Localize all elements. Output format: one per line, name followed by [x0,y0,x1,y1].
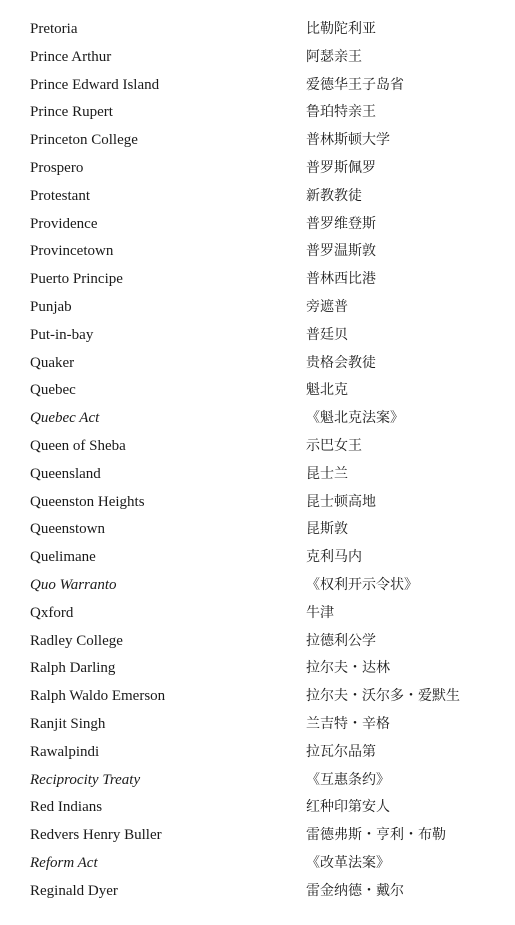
glossary-row [0,294,515,322]
glossary-row [0,489,515,517]
chinese-term: 比勒陀利亚 [306,21,376,37]
glossary-row [0,155,515,183]
chinese-term: 昆士兰 [306,465,348,482]
english-term: Providence [30,215,98,232]
chinese-term: 兰吉特・辛格 [306,715,390,732]
english-term: Queenstown [30,521,105,538]
glossary-row [0,794,515,822]
chinese-term: 雷金纳德・戴尔 [306,882,404,899]
chinese-term: 普林斯顿大学 [306,132,390,149]
glossary-row [0,238,515,266]
chinese-term: 昆斯敦 [306,521,348,538]
english-term: Rawalpindi [30,743,100,760]
english-term: Quelimane [30,549,96,566]
glossary-row [0,16,515,44]
english-term: Put-in-bay [30,326,94,343]
english-term: Reform Act [30,854,98,871]
glossary-row [0,683,515,711]
chinese-term: 《魁北克法案》 [306,410,404,427]
chinese-term: 鲁珀特亲王 [306,104,376,121]
glossary-row [0,183,515,211]
english-term: Prince Arthur [30,48,112,65]
english-term: Queen of Sheba [30,437,126,454]
glossary-row [0,377,515,405]
glossary-row [0,127,515,155]
glossary-row [0,350,515,378]
glossary-row [0,266,515,294]
glossary-row [0,544,515,572]
english-term: Queensland [30,465,101,482]
chinese-term: 新教教徒 [306,187,362,204]
chinese-term: 普罗维登斯 [306,215,376,232]
chinese-term: 《互惠条约》 [306,771,390,788]
glossary-row [0,711,515,739]
chinese-term: 贵格会教徒 [306,354,376,371]
english-term: Provincetown [30,243,114,260]
chinese-term: 普廷贝 [306,326,348,343]
chinese-term: 克利马内 [306,549,362,566]
english-term: Prospero [30,159,84,176]
chinese-term: 雷德弗斯・亨利・布勒 [306,827,446,844]
glossary-row [0,405,515,433]
glossary-row [0,72,515,100]
chinese-term: 魁北克 [306,382,348,399]
chinese-term: 拉瓦尔品第 [306,743,376,760]
english-term: Ralph Waldo Emerson [30,688,166,705]
glossary-row [0,767,515,795]
glossary-row [0,655,515,683]
english-term: Pretoria [30,21,78,37]
chinese-term: 《改革法案》 [306,854,390,871]
english-term: Radley College [30,632,123,649]
english-term: Quaker [30,354,75,371]
chinese-term: 昆士顿高地 [306,493,376,510]
chinese-term: 普罗斯佩罗 [306,159,376,176]
glossary-row [0,516,515,544]
chinese-term: 拉尔夫・达林 [306,660,390,677]
glossary-row [0,44,515,72]
glossary-row [0,322,515,350]
glossary-row [0,99,515,127]
glossary-row [0,878,515,906]
english-term: Quebec [30,382,76,399]
english-term: Prince Rupert [30,104,113,121]
english-term: Punjab [30,298,72,315]
glossary-row [0,461,515,489]
chinese-term: 《权利开示令状》 [306,576,418,593]
chinese-term: 红种印第安人 [306,799,390,816]
english-term: Reciprocity Treaty [30,771,141,788]
english-term: Protestant [30,187,90,204]
glossary-list [0,16,515,906]
chinese-term: 示巴女王 [306,437,362,454]
glossary-row [0,822,515,850]
english-term: Qxford [30,604,74,621]
english-term: Reginald Dyer [30,882,118,899]
english-term: Redvers Henry Buller [30,827,162,844]
glossary-row [0,628,515,656]
english-term: Prince Edward Island [30,76,160,93]
chinese-term: 普林西比港 [306,271,376,288]
chinese-term: 普罗温斯敦 [306,243,376,260]
chinese-term: 拉德利公学 [306,632,376,649]
glossary-row [0,739,515,767]
english-term: Red Indians [30,799,103,816]
glossary-row [0,211,515,239]
chinese-term: 旁遮普 [306,298,348,315]
english-term: Puerto Principe [30,271,123,288]
chinese-term: 阿瑟亲王 [306,48,362,65]
glossary-row [0,433,515,461]
english-term: Queenston Heights [30,493,145,510]
glossary-row [0,850,515,878]
chinese-term: 爱德华王子岛省 [306,76,404,93]
glossary-row [0,572,515,600]
english-term: Quo Warranto [30,576,117,593]
chinese-term: 牛津 [306,604,334,621]
english-term: Ralph Darling [30,660,116,677]
chinese-term: 拉尔夫・沃尔多・爱默生 [306,688,460,705]
glossary-row [0,600,515,628]
english-term: Ranjit Singh [30,715,106,732]
english-term: Quebec Act [30,410,100,427]
english-term: Princeton College [30,132,138,149]
